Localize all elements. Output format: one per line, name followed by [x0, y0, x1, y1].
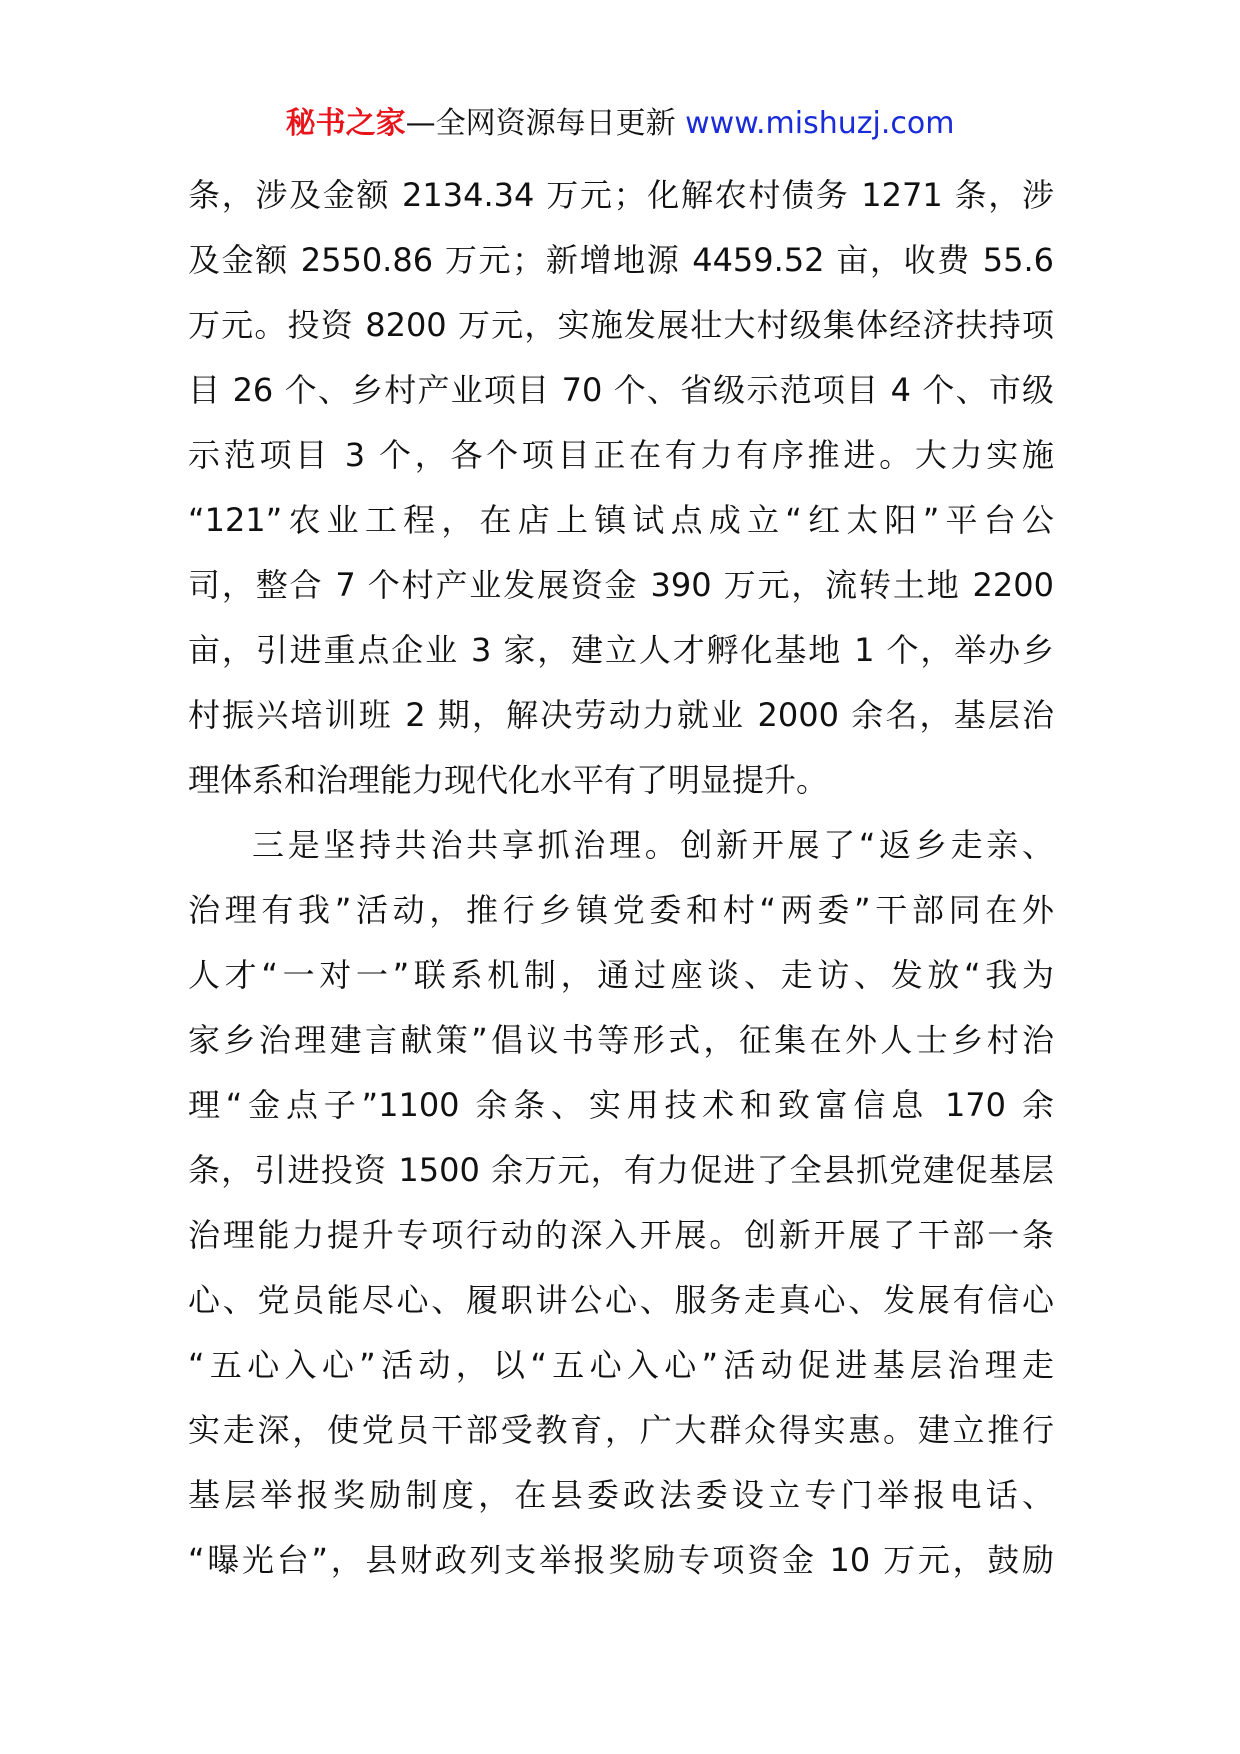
text-line: 条，引进投资 1500 余万元，有力促进了全县抓党建促基层	[188, 1151, 1054, 1189]
text-line: 及金额 2550.86 万元；新增地源 4459.52 亩，收费 55.6	[188, 241, 1054, 279]
text-line: “五心入心”活动，以“五心入心”活动促进基层治理走	[188, 1346, 1054, 1384]
paragraph-1	[188, 163, 1054, 813]
paragraph-2	[188, 813, 1054, 1593]
text-line: 家乡治理建言献策”倡议书等形式，征集在外人士乡村治	[188, 1021, 1054, 1059]
text-line: 心、党员能尽心、履职讲公心、服务走真心、发展有信心	[188, 1281, 1054, 1319]
brand-name: 秘书之家	[285, 106, 406, 141]
text-line: 理体系和治理能力现代化水平有了明显提升。	[188, 761, 829, 799]
text-line: 示范项目 3 个，各个项目正在有力有序推进。大力实施	[188, 436, 1054, 474]
site-url-link[interactable]: www.mishuzj.com	[685, 106, 955, 141]
text-line: 人才“一对一”联系机制，通过座谈、走访、发放“我为	[188, 956, 1054, 994]
text-line: 亩，引进重点企业 3 家，建立人才孵化基地 1 个，举办乡	[188, 631, 1054, 669]
text-line: 万元。投资 8200 万元，实施发展壮大村级集体经济扶持项	[188, 306, 1054, 344]
text-line: 三是坚持共治共享抓治理。创新开展了“返乡走亲、	[252, 826, 1054, 864]
text-line: 理“金点子”1100 余条、实用技术和致富信息 170 余	[188, 1086, 1054, 1124]
text-line: “121”农业工程，在店上镇试点成立“红太阳”平台公	[188, 501, 1054, 539]
text-line: 实走深，使党员干部受教育，广大群众得实惠。建立推行	[188, 1411, 1054, 1449]
text-line: 目 26 个、乡村产业项目 70 个、省级示范项目 4 个、市级	[188, 371, 1054, 409]
document-body	[188, 163, 1054, 1593]
text-line: 条，涉及金额 2134.34 万元；化解农村债务 1271 条，涉	[188, 176, 1054, 214]
text-line: 司，整合 7 个村产业发展资金 390 万元，流转土地 2200	[188, 566, 1054, 604]
page-header	[0, 104, 1240, 144]
text-line: “曝光台”，县财政列支举报奖励专项资金 10 万元，鼓励	[188, 1541, 1054, 1579]
text-line: 治理有我”活动，推行乡镇党委和村“两委”干部同在外	[188, 891, 1054, 929]
header-tagline: —全网资源每日更新	[405, 106, 686, 141]
text-line: 治理能力提升专项行动的深入开展。创新开展了干部一条	[188, 1216, 1054, 1254]
text-line: 村振兴培训班 2 期，解决劳动力就业 2000 余名，基层治	[188, 696, 1054, 734]
text-line: 基层举报奖励制度，在县委政法委设立专门举报电话、	[188, 1476, 1054, 1514]
